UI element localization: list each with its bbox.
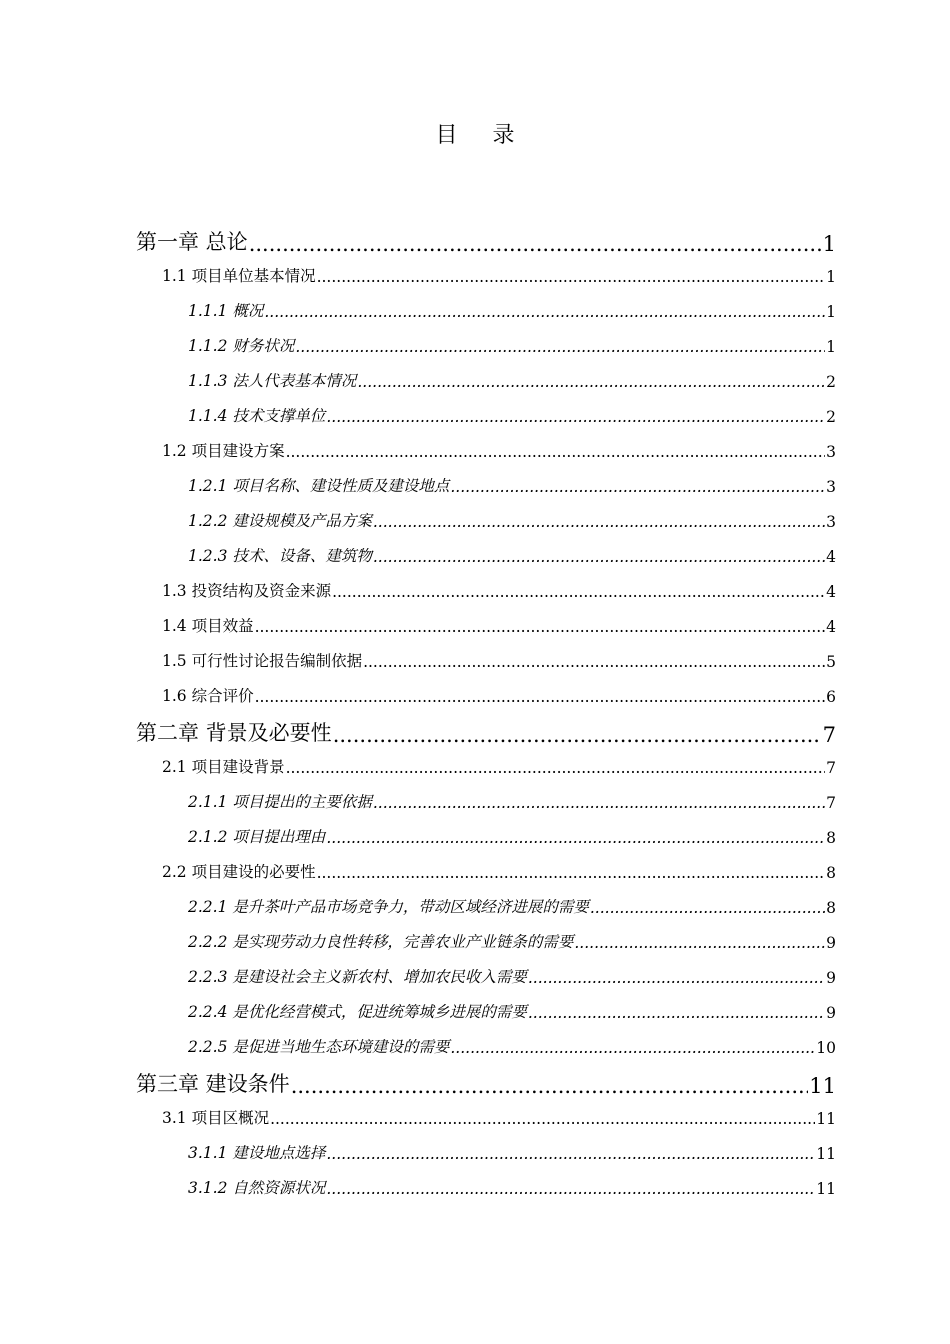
toc-dot-leader (326, 1180, 815, 1198)
toc-dot-leader (574, 934, 825, 952)
toc-entry-label: 3.1 项目区概况 (162, 1109, 270, 1127)
toc-entry-level-3[interactable] (188, 887, 836, 917)
toc-dot-leader (373, 513, 825, 531)
toc-page-number: 8 (826, 829, 836, 847)
toc-page-number: 1 (822, 232, 836, 256)
toc-entry-label: 2.1.1 项目提出的主要依据 (188, 793, 372, 811)
toc-entry-label: 1.5 可行性讨论报告编制依据 (162, 652, 363, 670)
toc-page-number: 1 (826, 303, 836, 321)
toc-dot-leader (333, 723, 822, 747)
toc-entry-label: 第一章 总论 (136, 230, 248, 254)
toc-page-number: 2 (826, 408, 836, 426)
toc-dot-leader (295, 338, 825, 356)
toc-entry-level-3[interactable] (188, 466, 836, 496)
toc-dot-leader (255, 618, 826, 636)
toc-entry-label: 1.1.1 概况 (188, 302, 264, 320)
toc-page-number: 7 (826, 794, 836, 812)
toc-dot-leader (363, 653, 825, 671)
toc-dot-leader (373, 794, 825, 812)
toc-page-number: 11 (816, 1180, 836, 1198)
toc-page-number: 9 (826, 934, 836, 952)
toc-entry-label: 1.1.2 财务状况 (188, 337, 295, 355)
toc-page-number: 9 (826, 1004, 836, 1022)
toc-entry-level-1[interactable] (136, 711, 836, 747)
toc-dot-leader (249, 232, 822, 256)
toc-entry-label: 3.1.1 建设地点选择 (188, 1144, 326, 1162)
toc-page-number: 1 (826, 338, 836, 356)
toc-dot-leader (286, 443, 826, 461)
toc-dot-leader (450, 1039, 815, 1057)
toc-page-number: 11 (816, 1110, 836, 1128)
toc-dot-leader (326, 829, 825, 847)
toc-entry-level-3[interactable] (188, 501, 836, 531)
toc-dot-leader (317, 864, 826, 882)
toc-entry-level-2[interactable] (162, 606, 836, 636)
toc-page-number: 8 (826, 864, 836, 882)
toc-page-number: 8 (826, 899, 836, 917)
toc-entry-label: 1.2.2 建设规模及产品方案 (188, 512, 372, 530)
toc-entry-level-3[interactable] (188, 396, 836, 426)
toc-entry-level-3[interactable] (188, 291, 836, 321)
toc-entry-level-2[interactable] (162, 571, 836, 601)
toc-dot-leader (270, 1110, 815, 1128)
toc-entry-label: 1.1 项目单位基本情况 (162, 267, 316, 285)
toc-page-number: 9 (826, 969, 836, 987)
toc-dot-leader (590, 899, 825, 917)
toc-page-number: 4 (826, 548, 836, 566)
toc-page-number: 11 (809, 1074, 836, 1098)
toc-dot-leader (528, 1004, 825, 1022)
toc-dot-leader (528, 969, 825, 987)
toc-dot-leader (255, 688, 826, 706)
toc-entry-level-2[interactable] (162, 1098, 836, 1128)
toc-dot-leader (291, 1074, 809, 1098)
toc-entry-label: 第三章 建设条件 (136, 1072, 290, 1096)
toc-entry-label: 2.2.5 是促进当地生态环境建设的需要 (188, 1038, 450, 1056)
toc-entry-label: 1.1.3 法人代表基本情况 (188, 372, 357, 390)
toc-page-number: 6 (826, 688, 836, 706)
toc-entry-level-1[interactable] (136, 220, 836, 256)
toc-entry-level-3[interactable] (188, 957, 836, 987)
toc-dot-leader (286, 759, 826, 777)
toc-page-number: 10 (816, 1039, 836, 1057)
toc-entry-label: 1.6 综合评价 (162, 687, 254, 705)
toc-entry-label: 1.4 项目效益 (162, 617, 254, 635)
toc-entry-level-3[interactable] (188, 536, 836, 566)
toc-entry-label: 1.2 项目建设方案 (162, 442, 285, 460)
toc-entry-level-3[interactable] (188, 817, 836, 847)
toc-entry-label: 第二章 背景及必要性 (136, 721, 332, 745)
toc-entry-level-2[interactable] (162, 256, 836, 286)
toc-entry-label: 1.1.4 技术支撑单位 (188, 407, 326, 425)
toc-entry-label: 3.1.2 自然资源状况 (188, 1179, 326, 1197)
toc-dot-leader (450, 478, 825, 496)
toc-page-number: 11 (816, 1145, 836, 1163)
toc-entry-level-3[interactable] (188, 361, 836, 391)
toc-page-number: 2 (826, 373, 836, 391)
toc-entry-level-3[interactable] (188, 922, 836, 952)
toc-entry-label: 2.2.3 是建设社会主义新农村、增加农民收入需要 (188, 968, 527, 986)
toc-entry-level-2[interactable] (162, 852, 836, 882)
toc-entry-label: 1.2.3 技术、设备、建筑物 (188, 547, 372, 565)
toc-entry-level-2[interactable] (162, 676, 836, 706)
toc-entry-label: 1.3 投资结构及资金来源 (162, 582, 332, 600)
toc-entry-level-3[interactable] (188, 1133, 836, 1163)
toc-dot-leader (332, 583, 825, 601)
toc-entry-level-3[interactable] (188, 1168, 836, 1198)
toc-entry-level-2[interactable] (162, 431, 836, 461)
toc-page-number: 4 (826, 583, 836, 601)
toc-entry-label: 2.2.4 是优化经营模式，促进统筹城乡进展的需要 (188, 1003, 527, 1021)
toc-title: 目 录 (435, 123, 529, 148)
toc-page-number: 3 (826, 443, 836, 461)
toc-entry-label: 2.1 项目建设背景 (162, 758, 285, 776)
toc-dot-leader (357, 373, 825, 391)
toc-entry-level-2[interactable] (162, 641, 836, 671)
toc-entry-label: 2.2.1 是升茶叶产品市场竞争力，带动区域经济进展的需要 (188, 898, 589, 916)
toc-dot-leader (264, 303, 825, 321)
toc-entry-label: 2.1.2 项目提出理由 (188, 828, 326, 846)
toc-page-number: 4 (826, 618, 836, 636)
toc-entry-level-3[interactable] (188, 782, 836, 812)
toc-entry-level-2[interactable] (162, 747, 836, 777)
toc-entry-level-3[interactable] (188, 326, 836, 356)
toc-dot-leader (326, 408, 825, 426)
toc-dot-leader (326, 1145, 815, 1163)
toc-entry-label: 2.2 项目建设的必要性 (162, 863, 316, 881)
toc-entry-level-1[interactable] (136, 1062, 836, 1098)
toc-entry-label: 1.2.1 项目名称、建设性质及建设地点 (188, 477, 450, 495)
toc-entry-label: 2.2.2 是实现劳动力良性转移，完善农业产业链条的需要 (188, 933, 574, 951)
toc-dot-leader (373, 548, 825, 566)
toc-dot-leader (317, 268, 826, 286)
toc-page-number: 5 (826, 653, 836, 671)
toc-entry-level-3[interactable] (188, 1027, 836, 1057)
toc-entry-level-3[interactable] (188, 992, 836, 1022)
toc-page-number: 1 (826, 268, 836, 286)
toc-page-number: 7 (826, 759, 836, 777)
toc-page-number: 3 (826, 478, 836, 496)
toc-page-number: 7 (822, 723, 836, 747)
toc-page-number: 3 (826, 513, 836, 531)
